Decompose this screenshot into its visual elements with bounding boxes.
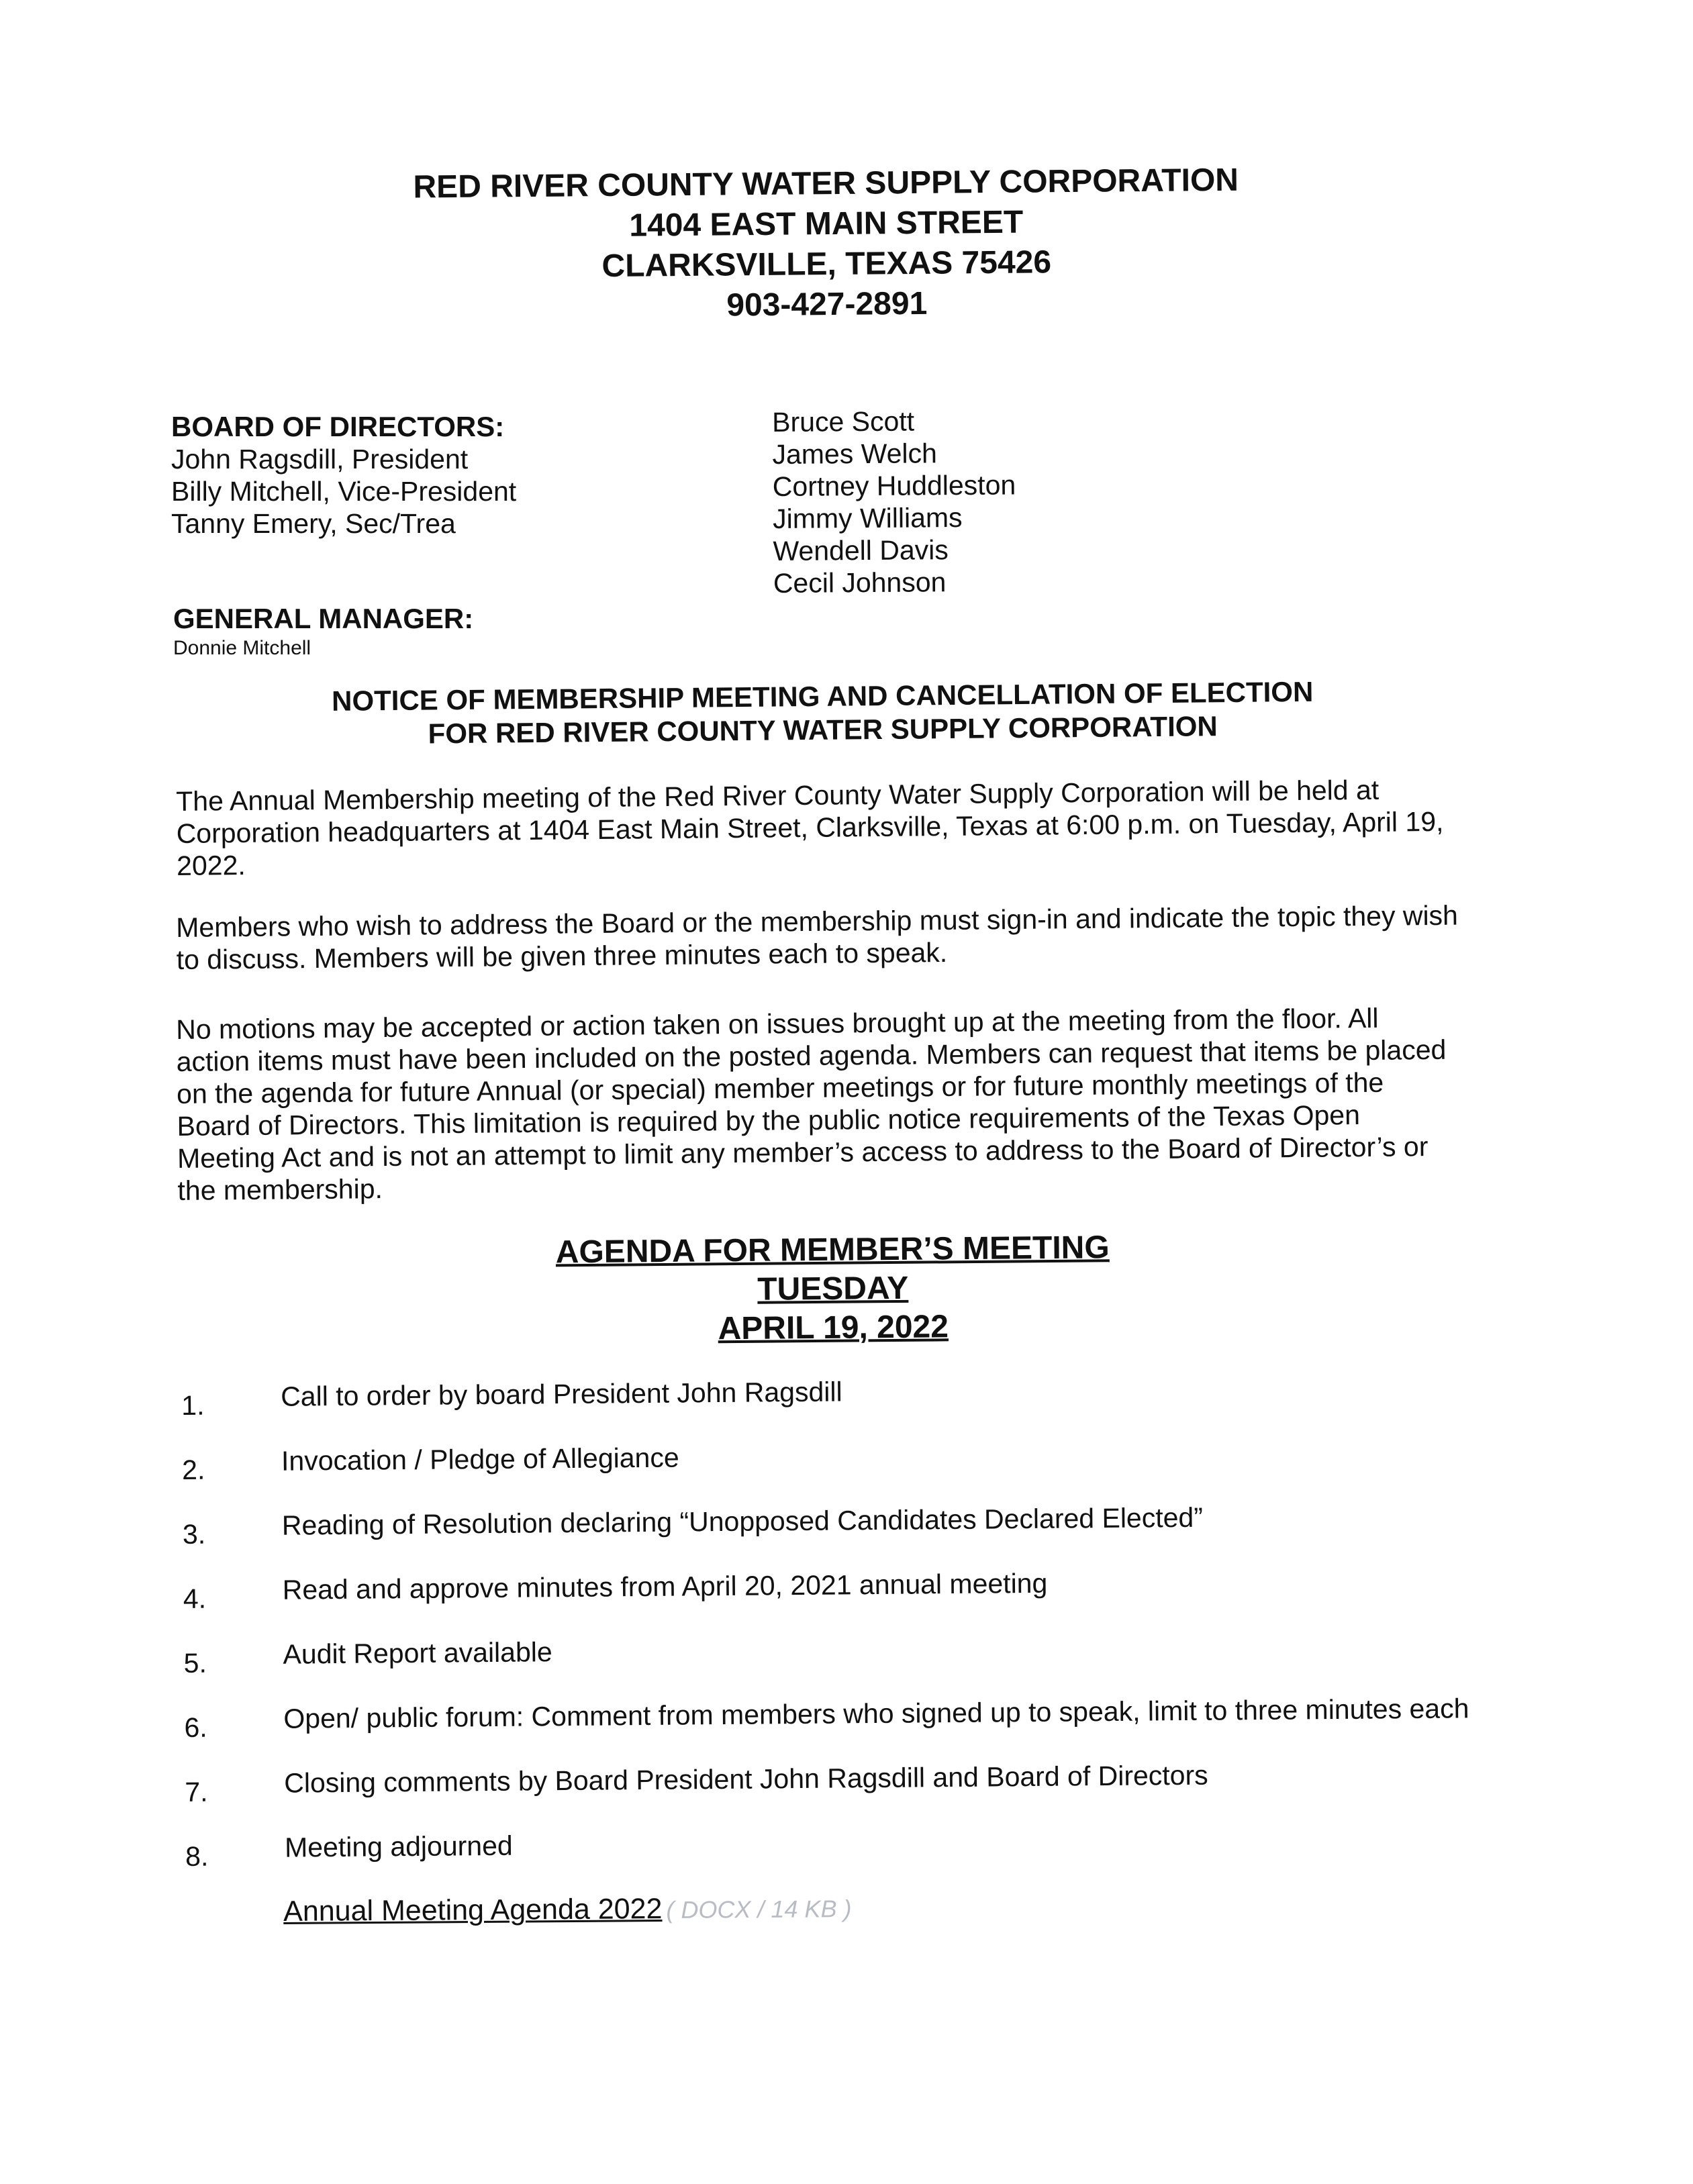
notice-title-line: NOTICE OF MEMBERSHIP MEETING AND CANCELLATION OF ELECTION bbox=[331, 675, 1314, 717]
general-manager-heading: GENERAL MANAGER: bbox=[173, 603, 474, 634]
agenda-item bbox=[185, 1821, 1529, 1897]
agenda-item bbox=[183, 1628, 1527, 1703]
agenda-item-number: 3. bbox=[182, 1518, 206, 1550]
paragraph-line: Board of Directors. This limitation is required by the public notice requirements of the Texas Open bbox=[177, 1099, 1361, 1142]
agenda-title-date: APRIL 19, 2022 bbox=[718, 1309, 949, 1347]
board-member: Cortney Huddleston bbox=[772, 469, 1016, 502]
attachment-download-link[interactable]: Annual Meeting Agenda 2022 bbox=[283, 1893, 663, 1928]
general-manager-name: Donnie Mitchell bbox=[173, 637, 311, 659]
board-member: Bruce Scott bbox=[772, 405, 915, 438]
agenda-item-text: Read and approve minutes from April 20, 2021 annual meeting bbox=[282, 1567, 1048, 1605]
board-officer: John Ragsdill, President bbox=[171, 444, 469, 475]
agenda-title bbox=[510, 1228, 1155, 1350]
agenda-item-text: Open/ public forum: Comment from members who signed up to speak, limit to three minutes each bbox=[283, 1693, 1469, 1734]
paragraph-line: Meeting Act and is not an attempt to limit any member’s access to address to the Board of Director’s or bbox=[177, 1131, 1429, 1174]
agenda-item bbox=[182, 1434, 1525, 1510]
phone-number: 903-427-2891 bbox=[726, 285, 928, 324]
board-officers-block bbox=[171, 411, 775, 540]
paragraph-meeting-details bbox=[176, 773, 1486, 882]
paragraph-motions-limitation bbox=[176, 1001, 1487, 1207]
agenda-item bbox=[183, 1499, 1526, 1575]
agenda-item-number: 2. bbox=[181, 1454, 205, 1485]
attachment-file-info: ( DOCX / 14 KB ) bbox=[666, 1895, 852, 1924]
attachment-row bbox=[283, 1889, 1089, 1930]
agenda-item-text: Invocation / Pledge of Allegiance bbox=[281, 1442, 679, 1477]
board-member: James Welch bbox=[772, 438, 937, 470]
agenda-item-number: 7. bbox=[185, 1776, 208, 1807]
board-members-block bbox=[772, 403, 1243, 599]
board-officer: Tanny Emery, Sec/Trea bbox=[171, 508, 456, 539]
paragraph-line: 2022. bbox=[176, 850, 246, 881]
agenda-title-day: TUESDAY bbox=[757, 1270, 909, 1307]
agenda-title-line: AGENDA FOR MEMBER’S MEETING bbox=[555, 1230, 1110, 1271]
agenda-item-number: 5. bbox=[183, 1647, 207, 1679]
agenda-item-text: Closing comments by Board President John Ragsdill and Board of Directors bbox=[284, 1759, 1208, 1799]
street-address: 1404 EAST MAIN STREET bbox=[629, 204, 1024, 244]
board-member: Wendell Davis bbox=[773, 534, 949, 566]
board-officer: Billy Mitchell, Vice-President bbox=[171, 476, 517, 507]
agenda-item-text: Reading of Resolution declaring “Unopposed Candidates Declared Elected” bbox=[281, 1501, 1204, 1541]
agenda-item-text: Audit Report available bbox=[283, 1636, 552, 1670]
agenda-item bbox=[184, 1692, 1527, 1768]
paragraph-sign-in bbox=[176, 899, 1486, 976]
agenda-item-number: 1. bbox=[181, 1389, 205, 1421]
agenda-item bbox=[181, 1370, 1525, 1446]
agenda-item bbox=[185, 1756, 1528, 1832]
organization-name: RED RIVER COUNTY WATER SUPPLY CORPORATION bbox=[413, 162, 1239, 205]
paragraph-line: on the agenda for future Annual (or special) member meetings or for future monthly meetings of the bbox=[176, 1066, 1384, 1109]
agenda-item bbox=[183, 1563, 1527, 1639]
city-state-zip: CLARKSVILLE, TEXAS 75426 bbox=[601, 244, 1052, 285]
paragraph-line: action items must have been included on the posted agenda. Members can request that items be placed bbox=[176, 1034, 1447, 1077]
notice-title-line: FOR RED RIVER COUNTY WATER SUPPLY CORPORATION bbox=[428, 710, 1218, 750]
paragraph-line: Corporation headquarters at 1404 East Main Street, Clarksville, Texas at 6:00 p.m. on Tuesday, April 19, bbox=[176, 805, 1444, 849]
notice-title bbox=[322, 675, 1323, 752]
paragraph-line: the membership. bbox=[177, 1173, 383, 1206]
board-heading: BOARD OF DIRECTORS: bbox=[171, 411, 505, 442]
agenda-item-text: Meeting adjourned bbox=[284, 1830, 513, 1863]
agenda-item-text: Call to order by board President John Ragsdill bbox=[281, 1376, 842, 1412]
agenda-item-number: 6. bbox=[184, 1711, 207, 1743]
letterhead bbox=[376, 160, 1277, 329]
board-member: Cecil Johnson bbox=[773, 566, 947, 599]
paragraph-line: No motions may be accepted or action taken on issues brought up at the meeting from the floor. All bbox=[176, 1002, 1379, 1045]
board-member: Jimmy Williams bbox=[773, 502, 963, 534]
paragraph-line: The Annual Membership meeting of the Red River County Water Supply Corporation will be held at bbox=[176, 774, 1380, 817]
agenda-item-number: 8. bbox=[185, 1840, 209, 1872]
agenda-item-number: 4. bbox=[183, 1583, 207, 1614]
paragraph-line: Members who wish to address the Board or the membership must sign-in and indicate the topic they wish bbox=[176, 899, 1459, 943]
general-manager-block bbox=[173, 603, 643, 662]
paragraph-line: to discuss. Members will be given three minutes each to speak. bbox=[176, 936, 948, 975]
agenda-list bbox=[181, 1370, 1529, 1897]
